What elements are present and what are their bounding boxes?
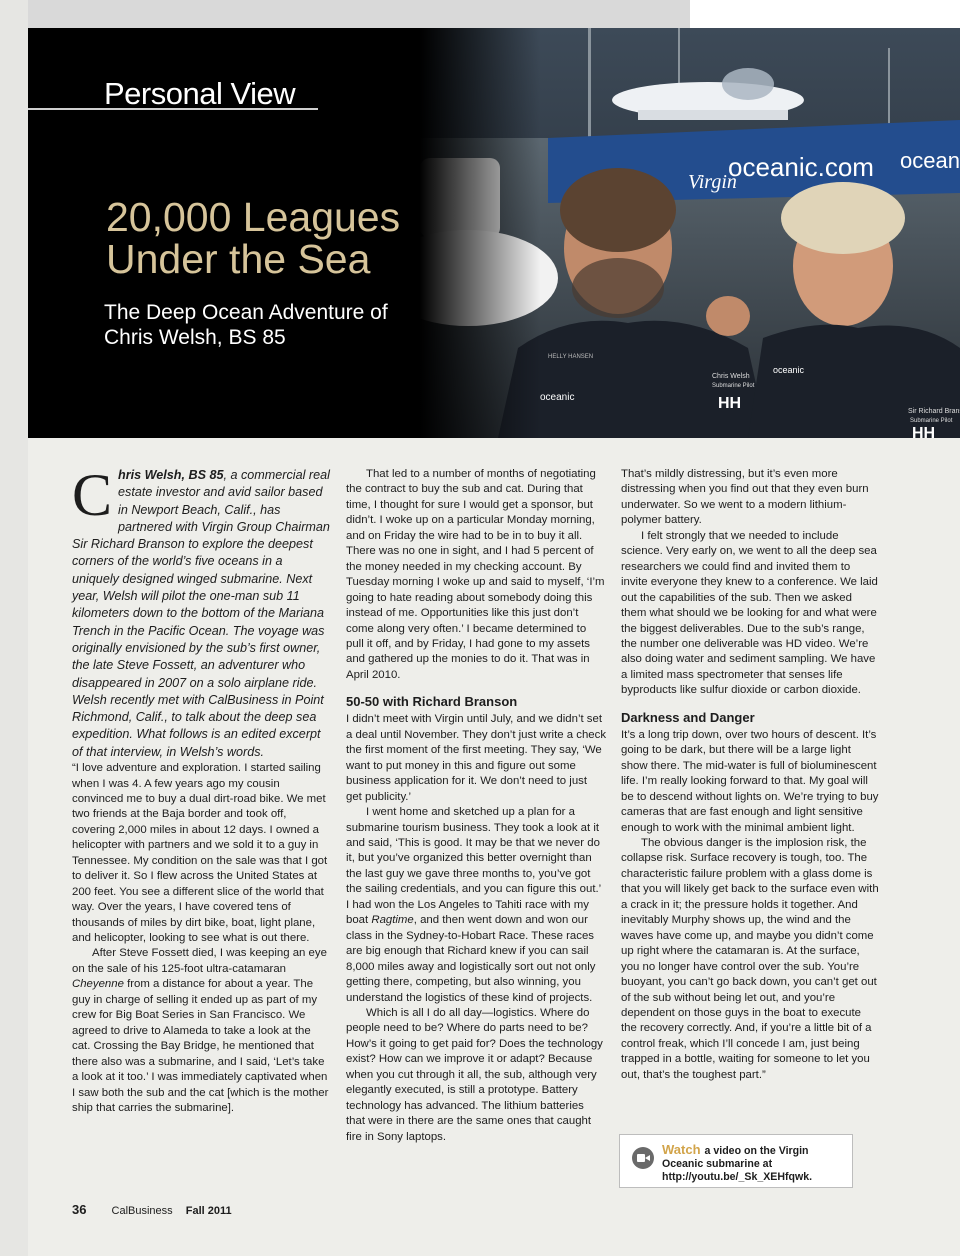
column1-p2-after: from a distance for about a year. The guy in charge of selling it ended up as part of my crew for Big Boat Series in San Francisco. We agreed to drive to Alameda to take a look at the cat. Crossing the Bay Bridge, he mentioned that there also was a submarine, and I said, ‘Let’s take a look at it too.’ I was immediately captivated when I saw both the sub and the cat [which is the mother ship that carries the submarine]. — [72, 978, 329, 1115]
column1-paragraph-2 — [72, 946, 330, 1116]
column1-p2-before: After Steve Fossett died, I was keeping an eye on the sale of his 125-foot ultra-catamaran — [72, 947, 327, 975]
article-headline — [106, 196, 400, 280]
watch-line-2: Oceanic submarine at — [662, 1158, 773, 1170]
section-label: Personal View — [104, 76, 296, 111]
issue-date: Fall 2011 — [185, 1205, 232, 1217]
column2-paragraph-2: I didn’t meet with Virgin until July, and we didn’t set a deal until November. They don’t just write a check the first moment of the first meeting. They say, ‘We want to put money in this and figure out some business application for it. We don’t need to just get publicity.’ — [346, 713, 607, 803]
intro-paragraph — [72, 462, 330, 761]
watch-video-callout[interactable] — [619, 1134, 853, 1188]
column2-paragraph-3 — [346, 805, 606, 1006]
cheyenne-italic: Cheyenne — [72, 978, 124, 991]
subhead-darkness: Darkness and Danger — [621, 709, 755, 725]
intro-text: , a commercial real estate investor and avid sailor based in Newport Beach, Calif., has partnered with Virgin Group Chairman Sir Richard Branson to explore the deepest corners of the world’s five oceans in a uniquely designed winged submarine. Next year, Welsh will pilot the one-man sub 11 kilometers down to the bottom of the Mariana Trench in the Pacific Ocean. The voyage was originally envisioned by the sub’s first owner, the late Steve Fossett, an adventurer who disappeared in 2007 on a solo airplane ride. Welsh recently met with CalBusiness in Point Richmond, Calif., to talk about the deep sea expedition. What follows is an edited excerpt of that interview, in Welsh’s words. — [72, 468, 330, 759]
column-3 — [621, 467, 879, 1083]
column2-p3-before: I went home and sketched up a plan for a submarine tourism business. They took a look at it and said, ‘This is good. It may be that we never do it, but you’ve organized this better overnight than the last guy we gave three months to, you’ve got the sailing credentials, and you can figure this out.’ I had won the Los Angeles to Tahiti race with my boat — [346, 806, 601, 927]
drop-cap: C — [72, 462, 113, 528]
column2-paragraph-1: That led to a number of months of negotiating the contract to buy the sub and cat. During that time, I thought for sure I would get a sponsor, but didn’t. I woke up on a particular Monday morning, and on Friday the wire had to be in to buy it all. There was no one in sight, and I had 5 percent of the money needed in my checking account. By Tuesday morning I woke up and said to myself, ‘I’m going to hate reading about somebody doing this instead of me. Opportunities like this just don’t come along very often.’ I became determined to pull it off, and by Friday, I had gone to my assets and gathered up the monies to do it. That was in April 2010. — [346, 468, 605, 681]
column3-paragraph-1: That’s mildly distressing, but it’s even more distressing when you find out that they even burn underwater. So we went to a modern lithium-polymer battery. — [621, 468, 869, 527]
publication-name: CalBusiness — [111, 1205, 173, 1217]
top-gray-bar — [28, 0, 690, 28]
watch-video-link[interactable]: http://youtu.be/_Sk_XEHfqwk. — [662, 1171, 813, 1183]
headline-line-1: 20,000 Leagues — [106, 194, 401, 240]
subtitle-line-2: Chris Welsh, BS 85 — [104, 326, 286, 349]
article-subtitle — [104, 300, 388, 350]
column-2 — [346, 467, 606, 1145]
intro-name: hris Welsh, BS 85 — [118, 468, 224, 482]
page-footer — [72, 1202, 232, 1217]
column2-paragraph-4: Which is all I do all day—logistics. Where do people need to be? Where do parts need to be? How’s it going to get paid for? Does the technology exist? How can we improve it or adapt? Because when you cut through it all, the sub, although very elegantly executed, is still a prototype. Battery technology has advanced. The lithium batteries that were in there are the same ones that caught fire in Sony laptops. — [346, 1006, 603, 1143]
headline-line-2: Under the Sea — [106, 236, 371, 282]
column3-paragraph-2: I felt strongly that we needed to include science. Very early on, we went to all the deep sea researchers we could find and invited them to invite everyone they knew to a conference. We laid out the capabilities of the sub. Then we asked them what should we be looking for and what were the biggest deliverables. Due to the sub’s range, the number one deliverable was HD video. We’re also doing water and sediment sampling. We have a limited mass spectrometer that senses life byproducts like sulfur dioxide or carbon dioxide. — [621, 529, 878, 697]
watch-line-1: a video on the Virgin — [704, 1145, 809, 1157]
watch-text — [662, 1143, 848, 1184]
column3-paragraph-3: It’s a long trip down, over two hours of descent. It’s going to be dark, but there will be a large light show there. The mid-water is full of bioluminescent life. I’m really looking forward to that. My goal will be to descend without lights on. We’re trying to buy cameras that are fast enough and light sensitive enough to work with the minimal ambient light. — [621, 728, 879, 834]
column-1 — [72, 462, 330, 1116]
column1-paragraph-1: “I love adventure and exploration. I started sailing when I was 4. A few years ago my cousin convinced me to buy a dual dirt-road bike. We met two friends at the Baja border and took off, covering 2,000 miles in about 12 days. I owned a helicopter with partners and we sold it to a guy in Tennessee. My condition on the sale was that I got to deliver it. So I flew across the United States at 200 feet. You see a different slice of the world that way. Over the years, I have covered tens of thousands of miles by dirt bike, boat, light plane, and helicopter, looking to see what is out there. — [72, 762, 328, 945]
ragtime-italic: Ragtime — [371, 914, 414, 927]
column3-paragraph-4: The obvious danger is the implosion risk, the collapse risk. Surface recovery is tough, too. The characteristic failure problem with a glass dome is that you will likely get back to the surface even with a crack in it; the pressure holds it together. And inevitably Murphy shows up, the wind and the waves have come up, and maybe you didn’t come up right where the catamaran is. At the surface, you no longer have control over the sub. You’re buoyant, you can’t go back down, you can’t get out of the sub without being let out, and you’re dependent on those guys in the boat to execute the recovery correctly. And, if you’re a little bit of a control freak, which I’ll concede I am, just being trapped in a bottle, waiting for someone to let you out, that’s the toughest part.” — [621, 836, 879, 1081]
page-number: 36 — [72, 1202, 87, 1217]
page-edge-strip — [0, 0, 28, 1256]
hero-banner — [28, 28, 960, 438]
column2-p3-after: , and then went down and won our class in the Sydney-to-Hobart Race. These races are big enough that Richard knew if you can sail 8,000 miles away and logistically sort out not only getting there, competing, but also winning, you understand the logistics of these kind of projects. — [346, 914, 596, 1004]
watch-word: Watch — [662, 1142, 701, 1157]
subtitle-line-1: The Deep Ocean Adventure of — [104, 301, 388, 324]
subhead-branson: 50-50 with Richard Branson — [346, 694, 518, 710]
video-camera-icon — [632, 1147, 654, 1169]
